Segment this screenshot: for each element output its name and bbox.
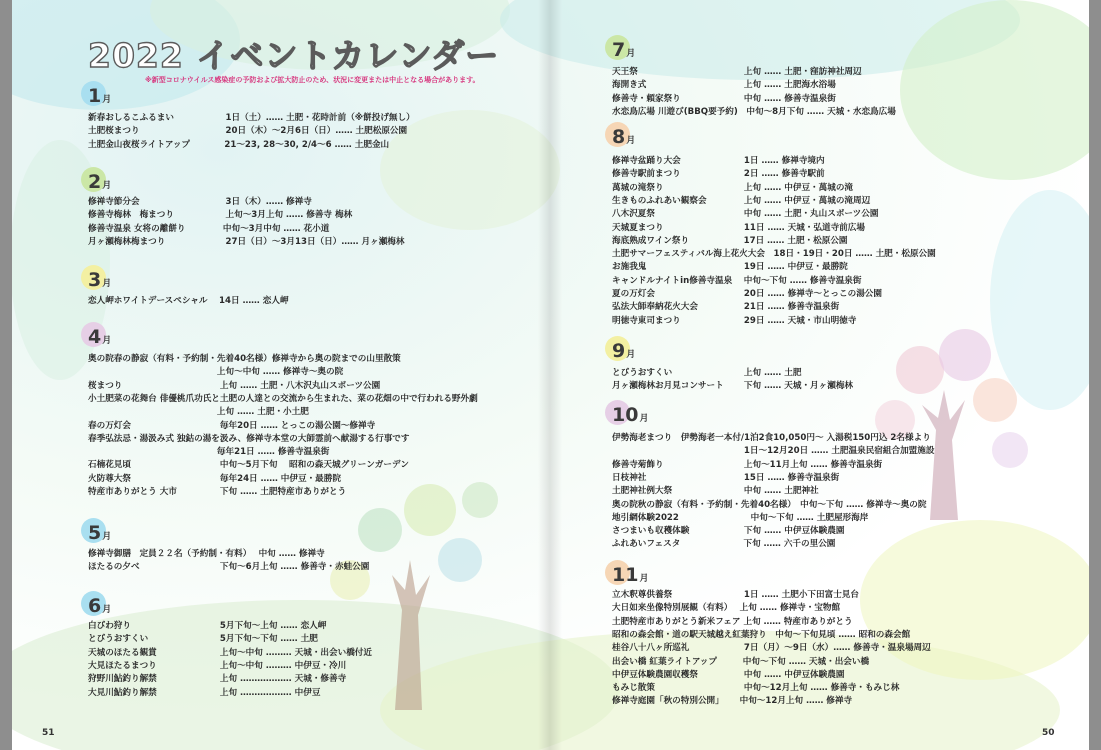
event-line: 天王祭 上旬 …… 土肥・窪訪神社周辺 (612, 67, 862, 77)
month-number: 6 (88, 595, 102, 617)
month-suffix: 月 (102, 279, 112, 289)
event-line: ふれあいフェスタ 下旬 …… 六千の里公園 (612, 539, 836, 550)
month-heading-7 (612, 40, 635, 60)
event-line: 伊勢海老まつり 伊勢海老一本付/1泊2食10,050円～ 入湯税150円込 2名様より (612, 433, 931, 443)
event-line: 白びわ狩り 5月下旬～上旬 …… 恋人岬 (88, 621, 327, 631)
month-heading-3 (88, 270, 111, 290)
event-line: 八木沢夏祭 中旬 …… 土肥・丸山スポーツ公園 (612, 209, 879, 220)
event-line: 毎年21日 …… 修善寺温泉街 (88, 447, 330, 458)
page-number-left: 51 (42, 728, 55, 738)
month-suffix: 月 (102, 336, 112, 346)
event-line: 修禅寺庭園「秋の特別公開」 中旬～12月上旬 …… 修禅寺 (612, 696, 853, 707)
event-line: 出会い橋 紅葉ライトアップ 中旬～下旬 …… 天城・出会い橋 (612, 656, 870, 667)
event-line: 恋人岬ホワイトデースペシャル 14日 …… 恋人岬 (88, 296, 289, 306)
left-edge (0, 0, 12, 750)
event-line: 1日～12月20日 …… 土肥温泉民宿組合加盟施設 (612, 446, 935, 457)
month-suffix: 月 (102, 605, 112, 615)
event-line: 春季弘法忌・湯汲み式 独鈷の湯を汲み、修禅寺本堂の大師霊前へ献湯する行事です (88, 433, 410, 444)
event-line: 奥の院春の静寂（有料・予約制・先着40名様）修禅寺から奥の院までの山里散策 (88, 354, 401, 364)
event-line: 昭和の森会館・道の駅天城越え紅葉狩り 中旬～下旬見頃 …… 昭和の森会館 (612, 629, 911, 640)
event-line: 奥の院秋の静寂（有料・予約制・先着40名様） 中旬～下旬 …… 修禅寺～奥の院 (612, 499, 927, 510)
event-line: 石楠花見頃 中旬～5月下旬 昭和の森天城グリーンガーデン (88, 460, 409, 471)
event-line: 海開き式 上旬 …… 土肥海水浴場 (612, 80, 836, 91)
month-heading-6 (88, 596, 111, 616)
month-suffix: 月 (626, 136, 636, 146)
event-line: 土肥桜まつり 20日（木）～2月6日（日）…… 土肥松原公園 (88, 126, 408, 137)
month-heading-11 (612, 565, 648, 585)
month-number: 5 (88, 522, 102, 544)
event-line: 夏の万灯会 20日 …… 修禅寺～とっこの湯公園 (612, 289, 882, 299)
event-line: さつまいも収穫体験 下旬 …… 中伊豆体験農園 (612, 526, 845, 537)
event-line: 土肥金山夜桜ライトアップ 21～23, 28～30, 2/4～6 …… 土肥金山 (88, 139, 390, 150)
event-line: お施我鬼 19日 …… 中伊豆・最勝院 (612, 262, 848, 273)
event-line: 弘法大師奉納花火大会 21日 …… 修善寺温泉街 (612, 302, 840, 313)
page-title: 2022 イベントカレンダー (88, 36, 500, 75)
event-line: 大日如来坐像特別展観（有料） 上旬 …… 修禅寺・宝物館 (612, 603, 841, 614)
month-suffix: 月 (626, 49, 636, 59)
event-line: 修善寺梅林 梅まつり 上旬～3月上旬 …… 修善寺 梅林 (88, 210, 353, 221)
event-line: 修禅寺盆踊り大会 1日 …… 修禅寺境内 (612, 156, 825, 166)
month-suffix: 月 (626, 350, 636, 360)
month-heading-9 (612, 341, 635, 361)
event-line: 修善寺駅前まつり 2日 …… 修善寺駅前 (612, 169, 825, 180)
event-line: 修善寺温泉 女将の離餅り 中旬～3月中旬 …… 花小道 (88, 223, 330, 234)
month-heading-10 (612, 405, 648, 425)
event-line: 修善寺菊飾り 上旬～11月上旬 …… 修善寺温泉街 (612, 459, 883, 470)
event-line: キャンドルナイトin修善寺温泉 中旬～下旬 …… 修善寺温泉街 (612, 275, 862, 286)
month-suffix: 月 (102, 532, 112, 542)
event-line: 地引網体験2022 中旬～下旬 …… 土肥屋形海岸 (612, 512, 869, 523)
month-number: 9 (612, 340, 626, 362)
event-line: 月ヶ瀬梅林梅まつり 27日（日）～3月13日（日）…… 月ヶ瀬梅林 (88, 236, 405, 247)
event-line: とびうおすくい 5月下旬～下旬 …… 土肥 (88, 634, 318, 645)
month-suffix: 月 (639, 414, 649, 424)
event-line: 大見ほたるまつり 上旬～中旬 ……… 中伊豆・冷川 (88, 660, 347, 671)
event-line: 桜まつり 上旬 …… 土肥・八木沢丸山スポーツ公園 (88, 380, 381, 391)
event-line: 海底熟成ワイン祭り 17日 …… 土肥・松原公園 (612, 235, 848, 246)
month-suffix: 月 (102, 95, 112, 105)
event-line: 春の万灯会 毎年20日 …… とっこの湯公園～修禅寺 (88, 420, 376, 431)
event-line: 狩野川鮎釣り解禁 上旬 ……………… 天城・修善寺 (88, 674, 347, 685)
month-heading-8 (612, 127, 635, 147)
month-number: 2 (88, 171, 102, 193)
event-line: 天城夏まつり 11日 …… 天城・弘道寺前広場 (612, 222, 865, 233)
month-heading-2 (88, 172, 111, 192)
event-line: 日枝神社 15日 …… 修善寺温泉街 (612, 472, 840, 483)
event-line: 月ヶ瀬梅林お月見コンサート 下旬 …… 天城・月ヶ瀬梅林 (612, 381, 854, 392)
month-heading-5 (88, 523, 111, 543)
month-number: 4 (88, 326, 102, 348)
event-line: 特産市ありがとう 大市 下旬 …… 土肥特産市ありがとう (88, 487, 347, 497)
event-line: 上旬 …… 土肥・小土肥 (88, 407, 309, 418)
event-line: 新春おしるこふるまい 1日（土）…… 土肥・花時計前（※餅投げ無し） (88, 113, 415, 123)
event-line: もみじ散策 中旬～12月上旬 …… 修善寺・もみじ林 (612, 683, 900, 694)
event-line: 修善寺・頼家祭り 中旬 …… 修善寺温泉街 (612, 93, 836, 104)
event-line: 生きものふれあい観察会 上旬 …… 中伊豆・萬城の滝周辺 (612, 195, 871, 206)
month-number: 8 (612, 126, 626, 148)
event-line: 土肥サマーフェスティバル海上花火大会 18日・19日・20日 …… 土肥・松原公園 (612, 249, 936, 260)
month-number: 11 (612, 564, 639, 586)
page-number-right: 50 (1042, 728, 1055, 738)
event-line: 水恋鳥広場 川遊び(BBQ要予約) 中旬～8月下旬 …… 天城・水恋鳥広場 (612, 106, 896, 117)
event-line: 中伊豆体験農園収穫祭 中旬 …… 中伊豆体験農園 (612, 669, 845, 680)
event-line: 天城のほたる観賞 上旬～中旬 ……… 天城・出会い橋付近 (88, 647, 372, 658)
event-line: 大見川鮎釣り解禁 上旬 ……………… 中伊豆 (88, 687, 321, 698)
event-line: 修禅寺御膳 定員２２名（予約制・有料） 中旬 …… 修禅寺 (88, 549, 325, 559)
event-line: 桂谷八十八ヶ所巡礼 7日（月）～9日（水）…… 修善寺・温泉場周辺 (612, 643, 931, 654)
month-suffix: 月 (639, 574, 649, 584)
event-line: 萬城の滝祭り 上旬 …… 中伊豆・萬城の滝 (612, 182, 854, 193)
month-heading-4 (88, 327, 111, 347)
event-line: 上旬～中旬 …… 修禅寺～奥の院 (88, 367, 344, 378)
event-line: 明徳寺東司まつり 29日 …… 天城・市山明徳寺 (612, 315, 857, 326)
event-line: 修禅寺節分会 3日（木）…… 修禅寺 (88, 197, 312, 207)
event-line: 立木釈尊供養祭 1日 …… 土肥小下田富士見台 (612, 590, 859, 600)
event-line: 土肥神社例大祭 中旬 …… 土肥神社 (612, 486, 819, 497)
event-line: 土肥特産市ありがとう新米フェア 上旬 …… 特産市ありがとう (612, 616, 853, 627)
month-number: 7 (612, 39, 626, 61)
month-number: 3 (88, 269, 102, 291)
month-number: 1 (88, 85, 102, 107)
event-line: とびうおすくい 上旬 …… 土肥 (612, 368, 802, 378)
month-number: 10 (612, 404, 639, 426)
event-line: ほたるの夕べ 下旬～6月上旬 …… 修善寺・赤蛙公園 (88, 562, 370, 573)
event-line: 小土肥菜の花舞台 俳優桃爪功氏と土肥の人達との交流から生まれた、菜の花畑の中で行われる野外劇 (88, 393, 478, 404)
event-line: 火防尊大祭 毎年24日 …… 中伊豆・最勝院 (88, 473, 341, 484)
month-suffix: 月 (102, 181, 112, 191)
covid-notice: ※新型コロナウイルス感染症の予防および拡大防止のため、状況に変更または中止となる場合があります。 (145, 76, 480, 84)
month-heading-1 (88, 86, 111, 106)
page-gutter (538, 0, 562, 750)
right-edge (1089, 0, 1101, 750)
